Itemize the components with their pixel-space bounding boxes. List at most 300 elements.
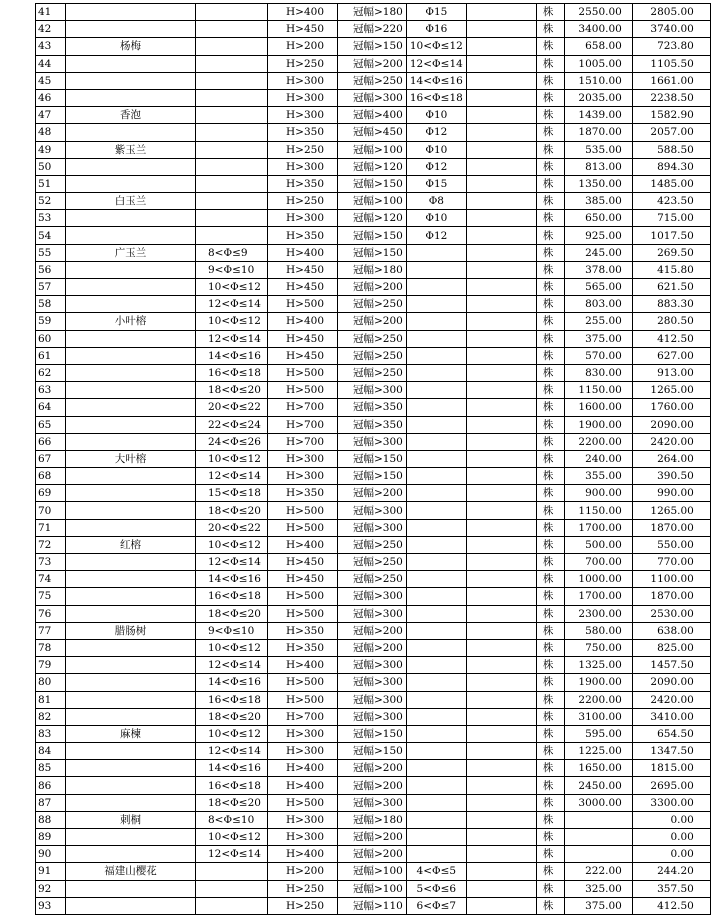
- row-number-cell: 46: [36, 89, 66, 106]
- plant-name-cell: [66, 777, 196, 794]
- crown-spec-cell: 冠幅>200: [338, 485, 407, 502]
- price-total-cell: 825.00: [632, 639, 710, 656]
- row-number-cell: 86: [36, 777, 66, 794]
- price-base-cell: 1650.00: [564, 760, 632, 777]
- price-base-cell: 3400.00: [564, 21, 632, 38]
- height-spec-cell: H>350: [268, 639, 338, 656]
- unit-cell: 株: [536, 382, 564, 399]
- height-spec-cell: H>200: [268, 38, 338, 55]
- table-row: [36, 519, 711, 536]
- row-number-cell: 42: [36, 21, 66, 38]
- unit-cell: 株: [536, 691, 564, 708]
- trunk-diameter-cell: [196, 107, 268, 124]
- height-spec-cell: H>500: [268, 674, 338, 691]
- spec-extra-cell: [406, 674, 466, 691]
- spec-extra-cell: 12<Φ≤14: [406, 55, 466, 72]
- row-number-cell: 54: [36, 227, 66, 244]
- row-number-cell: 74: [36, 571, 66, 588]
- unit-cell: 株: [536, 743, 564, 760]
- height-spec-cell: H>250: [268, 193, 338, 210]
- unit-cell: 株: [536, 4, 564, 21]
- spec-extra-cell: Φ10: [406, 210, 466, 227]
- table-row: [36, 571, 711, 588]
- spec-extra-cell: [406, 588, 466, 605]
- price-base-cell: 1150.00: [564, 382, 632, 399]
- plant-name-cell: [66, 399, 196, 416]
- spec-extra-cell: [406, 519, 466, 536]
- spec-extra-cell: [406, 829, 466, 846]
- height-spec-cell: H>450: [268, 261, 338, 278]
- unit-cell: 株: [536, 193, 564, 210]
- trunk-diameter-cell: 10<Φ≤12: [196, 313, 268, 330]
- plant-name-cell: [66, 21, 196, 38]
- trunk-diameter-cell: 16<Φ≤18: [196, 364, 268, 381]
- height-spec-cell: H>450: [268, 279, 338, 296]
- price-total-cell: 3740.00: [632, 21, 710, 38]
- plant-name-cell: 广玉兰: [66, 244, 196, 261]
- unit-cell: 株: [536, 261, 564, 278]
- plant-name-cell: [66, 4, 196, 21]
- table-row: [36, 347, 711, 364]
- price-base-cell: 375.00: [564, 330, 632, 347]
- table-row: [36, 4, 711, 21]
- unit-cell: 株: [536, 725, 564, 742]
- trunk-diameter-cell: 12<Φ≤14: [196, 657, 268, 674]
- blank-cell-cell: [466, 399, 536, 416]
- trunk-diameter-cell: [196, 38, 268, 55]
- spec-extra-cell: [406, 450, 466, 467]
- unit-cell: 株: [536, 468, 564, 485]
- price-total-cell: 269.50: [632, 244, 710, 261]
- height-spec-cell: H>400: [268, 657, 338, 674]
- price-base-cell: 925.00: [564, 227, 632, 244]
- blank-cell-cell: [466, 38, 536, 55]
- price-total-cell: 621.50: [632, 279, 710, 296]
- crown-spec-cell: 冠幅>150: [338, 450, 407, 467]
- price-base-cell: 2300.00: [564, 605, 632, 622]
- blank-cell-cell: [466, 313, 536, 330]
- height-spec-cell: H>250: [268, 880, 338, 897]
- crown-spec-cell: 冠幅>150: [338, 38, 407, 55]
- blank-cell-cell: [466, 330, 536, 347]
- spec-extra-cell: [406, 244, 466, 261]
- price-total-cell: 1661.00: [632, 72, 710, 89]
- spec-extra-cell: [406, 279, 466, 296]
- price-total-cell: 264.00: [632, 450, 710, 467]
- height-spec-cell: H>300: [268, 725, 338, 742]
- blank-cell-cell: [466, 622, 536, 639]
- trunk-diameter-cell: [196, 210, 268, 227]
- table-row: [36, 55, 711, 72]
- price-base-cell: 378.00: [564, 261, 632, 278]
- table-row: [36, 725, 711, 742]
- unit-cell: 株: [536, 141, 564, 158]
- spec-extra-cell: 10<Φ≤12: [406, 38, 466, 55]
- trunk-diameter-cell: 18<Φ≤20: [196, 605, 268, 622]
- price-total-cell: 715.00: [632, 210, 710, 227]
- price-total-cell: 357.50: [632, 880, 710, 897]
- trunk-diameter-cell: 12<Φ≤14: [196, 554, 268, 571]
- height-spec-cell: H>300: [268, 829, 338, 846]
- crown-spec-cell: 冠幅>250: [338, 364, 407, 381]
- plant-name-cell: [66, 554, 196, 571]
- price-base-cell: 803.00: [564, 296, 632, 313]
- blank-cell-cell: [466, 897, 536, 914]
- spec-extra-cell: [406, 725, 466, 742]
- row-number-cell: 76: [36, 605, 66, 622]
- price-base-cell: 535.00: [564, 141, 632, 158]
- blank-cell-cell: [466, 880, 536, 897]
- table-row: [36, 863, 711, 880]
- crown-spec-cell: 冠幅>120: [338, 210, 407, 227]
- price-total-cell: 588.50: [632, 141, 710, 158]
- row-number-cell: 90: [36, 846, 66, 863]
- height-spec-cell: H>250: [268, 55, 338, 72]
- height-spec-cell: H>450: [268, 347, 338, 364]
- plant-name-cell: [66, 55, 196, 72]
- crown-spec-cell: 冠幅>100: [338, 880, 407, 897]
- price-base-cell: 1225.00: [564, 743, 632, 760]
- height-spec-cell: H>300: [268, 450, 338, 467]
- trunk-diameter-cell: 18<Φ≤20: [196, 382, 268, 399]
- height-spec-cell: H>250: [268, 897, 338, 914]
- spec-extra-cell: [406, 536, 466, 553]
- price-base-cell: 813.00: [564, 158, 632, 175]
- table-row: [36, 382, 711, 399]
- unit-cell: 株: [536, 107, 564, 124]
- price-base-cell: 750.00: [564, 639, 632, 656]
- price-base-cell: [564, 811, 632, 828]
- height-spec-cell: H>500: [268, 296, 338, 313]
- unit-cell: 株: [536, 571, 564, 588]
- table-row: [36, 468, 711, 485]
- spec-extra-cell: [406, 777, 466, 794]
- price-total-cell: 1582.90: [632, 107, 710, 124]
- plant-name-cell: [66, 571, 196, 588]
- plant-name-cell: [66, 210, 196, 227]
- table-row: [36, 450, 711, 467]
- plant-name-cell: [66, 760, 196, 777]
- table-row: [36, 846, 711, 863]
- table-row: [36, 880, 711, 897]
- table-row: [36, 657, 711, 674]
- plant-name-cell: [66, 347, 196, 364]
- unit-cell: 株: [536, 175, 564, 192]
- table-row: [36, 416, 711, 433]
- table-row: [36, 536, 711, 553]
- price-total-cell: 244.20: [632, 863, 710, 880]
- plant-name-cell: [66, 382, 196, 399]
- price-total-cell: 638.00: [632, 622, 710, 639]
- unit-cell: 株: [536, 227, 564, 244]
- unit-cell: 株: [536, 622, 564, 639]
- height-spec-cell: H>400: [268, 4, 338, 21]
- height-spec-cell: H>400: [268, 313, 338, 330]
- trunk-diameter-cell: 16<Φ≤18: [196, 777, 268, 794]
- unit-cell: 株: [536, 313, 564, 330]
- plant-name-cell: [66, 416, 196, 433]
- table-row: [36, 829, 711, 846]
- price-total-cell: 0.00: [632, 811, 710, 828]
- price-base-cell: 325.00: [564, 880, 632, 897]
- spec-extra-cell: Φ8: [406, 193, 466, 210]
- blank-cell-cell: [466, 519, 536, 536]
- price-base-cell: 3100.00: [564, 708, 632, 725]
- price-table: [35, 3, 711, 915]
- unit-cell: 株: [536, 55, 564, 72]
- blank-cell-cell: [466, 141, 536, 158]
- price-total-cell: 1265.00: [632, 502, 710, 519]
- unit-cell: 株: [536, 811, 564, 828]
- trunk-diameter-cell: 14<Φ≤16: [196, 347, 268, 364]
- price-base-cell: 1439.00: [564, 107, 632, 124]
- plant-name-cell: [66, 674, 196, 691]
- plant-name-cell: [66, 175, 196, 192]
- trunk-diameter-cell: [196, 55, 268, 72]
- blank-cell-cell: [466, 639, 536, 656]
- trunk-diameter-cell: 10<Φ≤12: [196, 829, 268, 846]
- row-number-cell: 58: [36, 296, 66, 313]
- price-base-cell: 570.00: [564, 347, 632, 364]
- price-base-cell: 580.00: [564, 622, 632, 639]
- spec-extra-cell: [406, 571, 466, 588]
- crown-spec-cell: 冠幅>150: [338, 725, 407, 742]
- trunk-diameter-cell: 20<Φ≤22: [196, 399, 268, 416]
- table-row: [36, 811, 711, 828]
- blank-cell-cell: [466, 296, 536, 313]
- trunk-diameter-cell: 14<Φ≤16: [196, 760, 268, 777]
- spec-extra-cell: [406, 502, 466, 519]
- trunk-diameter-cell: [196, 158, 268, 175]
- unit-cell: 株: [536, 863, 564, 880]
- price-base-cell: 2550.00: [564, 4, 632, 21]
- table-row: [36, 743, 711, 760]
- trunk-diameter-cell: [196, 21, 268, 38]
- price-total-cell: 654.50: [632, 725, 710, 742]
- row-number-cell: 48: [36, 124, 66, 141]
- plant-name-cell: [66, 502, 196, 519]
- price-base-cell: 900.00: [564, 485, 632, 502]
- height-spec-cell: H>350: [268, 622, 338, 639]
- height-spec-cell: H>350: [268, 124, 338, 141]
- unit-cell: 株: [536, 347, 564, 364]
- price-base-cell: 1350.00: [564, 175, 632, 192]
- height-spec-cell: H>450: [268, 554, 338, 571]
- height-spec-cell: H>300: [268, 107, 338, 124]
- trunk-diameter-cell: 18<Φ≤20: [196, 794, 268, 811]
- row-number-cell: 83: [36, 725, 66, 742]
- crown-spec-cell: 冠幅>250: [338, 347, 407, 364]
- plant-name-cell: [66, 794, 196, 811]
- crown-spec-cell: 冠幅>450: [338, 124, 407, 141]
- blank-cell-cell: [466, 107, 536, 124]
- blank-cell-cell: [466, 863, 536, 880]
- row-number-cell: 41: [36, 4, 66, 21]
- trunk-diameter-cell: 10<Φ≤12: [196, 639, 268, 656]
- spec-extra-cell: [406, 485, 466, 502]
- spec-extra-cell: [406, 330, 466, 347]
- blank-cell-cell: [466, 55, 536, 72]
- table-row: [36, 330, 711, 347]
- trunk-diameter-cell: 12<Φ≤14: [196, 743, 268, 760]
- row-number-cell: 56: [36, 261, 66, 278]
- height-spec-cell: H>250: [268, 141, 338, 158]
- plant-name-cell: [66, 588, 196, 605]
- table-row: [36, 485, 711, 502]
- price-base-cell: 500.00: [564, 536, 632, 553]
- height-spec-cell: H>350: [268, 227, 338, 244]
- plant-name-cell: [66, 364, 196, 381]
- plant-name-cell: [66, 330, 196, 347]
- trunk-diameter-cell: [196, 175, 268, 192]
- row-number-cell: 62: [36, 364, 66, 381]
- price-total-cell: 2805.00: [632, 4, 710, 21]
- spec-extra-cell: [406, 708, 466, 725]
- unit-cell: 株: [536, 777, 564, 794]
- row-number-cell: 55: [36, 244, 66, 261]
- price-total-cell: 2238.50: [632, 89, 710, 106]
- table-row: [36, 175, 711, 192]
- height-spec-cell: H>500: [268, 691, 338, 708]
- trunk-diameter-cell: 14<Φ≤16: [196, 674, 268, 691]
- crown-spec-cell: 冠幅>300: [338, 588, 407, 605]
- unit-cell: 株: [536, 554, 564, 571]
- price-total-cell: 550.00: [632, 536, 710, 553]
- row-number-cell: 67: [36, 450, 66, 467]
- spec-extra-cell: 14<Φ≤16: [406, 72, 466, 89]
- crown-spec-cell: 冠幅>100: [338, 863, 407, 880]
- plant-name-cell: 小叶榕: [66, 313, 196, 330]
- price-base-cell: 1150.00: [564, 502, 632, 519]
- height-spec-cell: H>300: [268, 89, 338, 106]
- spec-extra-cell: [406, 554, 466, 571]
- row-number-cell: 57: [36, 279, 66, 296]
- price-base-cell: 2200.00: [564, 433, 632, 450]
- plant-name-cell: [66, 72, 196, 89]
- blank-cell-cell: [466, 227, 536, 244]
- crown-spec-cell: 冠幅>250: [338, 571, 407, 588]
- plant-name-cell: 杨梅: [66, 38, 196, 55]
- unit-cell: 株: [536, 210, 564, 227]
- unit-cell: 株: [536, 674, 564, 691]
- spec-extra-cell: [406, 382, 466, 399]
- crown-spec-cell: 冠幅>180: [338, 261, 407, 278]
- row-number-cell: 49: [36, 141, 66, 158]
- blank-cell-cell: [466, 21, 536, 38]
- row-number-cell: 81: [36, 691, 66, 708]
- table-row: [36, 777, 711, 794]
- blank-cell-cell: [466, 72, 536, 89]
- trunk-diameter-cell: 24<Φ≤26: [196, 433, 268, 450]
- plant-name-cell: [66, 639, 196, 656]
- crown-spec-cell: 冠幅>400: [338, 107, 407, 124]
- blank-cell-cell: [466, 158, 536, 175]
- crown-spec-cell: 冠幅>150: [338, 468, 407, 485]
- height-spec-cell: H>500: [268, 794, 338, 811]
- blank-cell-cell: [466, 743, 536, 760]
- trunk-diameter-cell: [196, 880, 268, 897]
- crown-spec-cell: 冠幅>300: [338, 382, 407, 399]
- price-base-cell: 355.00: [564, 468, 632, 485]
- height-spec-cell: H>400: [268, 244, 338, 261]
- price-base-cell: 222.00: [564, 863, 632, 880]
- blank-cell-cell: [466, 708, 536, 725]
- plant-name-cell: [66, 897, 196, 914]
- price-base-cell: 565.00: [564, 279, 632, 296]
- height-spec-cell: H>300: [268, 811, 338, 828]
- unit-cell: 株: [536, 450, 564, 467]
- price-base-cell: 650.00: [564, 210, 632, 227]
- table-row: [36, 691, 711, 708]
- row-number-cell: 77: [36, 622, 66, 639]
- spec-extra-cell: [406, 433, 466, 450]
- row-number-cell: 47: [36, 107, 66, 124]
- price-total-cell: 2420.00: [632, 691, 710, 708]
- trunk-diameter-cell: 22<Φ≤24: [196, 416, 268, 433]
- trunk-diameter-cell: 10<Φ≤12: [196, 450, 268, 467]
- table-row: [36, 313, 711, 330]
- price-total-cell: 1870.00: [632, 519, 710, 536]
- table-row: [36, 193, 711, 210]
- crown-spec-cell: 冠幅>300: [338, 657, 407, 674]
- trunk-diameter-cell: 8<Φ≤10: [196, 811, 268, 828]
- trunk-diameter-cell: 12<Φ≤14: [196, 296, 268, 313]
- height-spec-cell: H>450: [268, 21, 338, 38]
- plant-name-cell: [66, 657, 196, 674]
- plant-name-cell: 福建山樱花: [66, 863, 196, 880]
- price-base-cell: 2200.00: [564, 691, 632, 708]
- row-number-cell: 71: [36, 519, 66, 536]
- unit-cell: 株: [536, 399, 564, 416]
- table-row: [36, 674, 711, 691]
- trunk-diameter-cell: [196, 897, 268, 914]
- trunk-diameter-cell: 18<Φ≤20: [196, 708, 268, 725]
- trunk-diameter-cell: 16<Φ≤18: [196, 691, 268, 708]
- price-base-cell: 1900.00: [564, 416, 632, 433]
- price-total-cell: 2420.00: [632, 433, 710, 450]
- price-base-cell: 1900.00: [564, 674, 632, 691]
- blank-cell-cell: [466, 588, 536, 605]
- spec-extra-cell: Φ12: [406, 158, 466, 175]
- height-spec-cell: H>500: [268, 364, 338, 381]
- table-row: [36, 708, 711, 725]
- plant-name-cell: 大叶榕: [66, 450, 196, 467]
- crown-spec-cell: 冠幅>100: [338, 141, 407, 158]
- price-base-cell: 1600.00: [564, 399, 632, 416]
- blank-cell-cell: [466, 571, 536, 588]
- price-total-cell: 990.00: [632, 485, 710, 502]
- plant-name-cell: 红榕: [66, 536, 196, 553]
- price-total-cell: 412.50: [632, 897, 710, 914]
- plant-name-cell: [66, 485, 196, 502]
- crown-spec-cell: 冠幅>300: [338, 708, 407, 725]
- price-total-cell: 627.00: [632, 347, 710, 364]
- crown-spec-cell: 冠幅>300: [338, 691, 407, 708]
- height-spec-cell: H>350: [268, 485, 338, 502]
- unit-cell: 株: [536, 296, 564, 313]
- height-spec-cell: H>700: [268, 433, 338, 450]
- height-spec-cell: H>300: [268, 72, 338, 89]
- price-base-cell: 2450.00: [564, 777, 632, 794]
- unit-cell: 株: [536, 433, 564, 450]
- trunk-diameter-cell: 12<Φ≤14: [196, 468, 268, 485]
- trunk-diameter-cell: 18<Φ≤20: [196, 502, 268, 519]
- price-total-cell: 412.50: [632, 330, 710, 347]
- spec-extra-cell: Φ10: [406, 141, 466, 158]
- trunk-diameter-cell: 10<Φ≤12: [196, 536, 268, 553]
- blank-cell-cell: [466, 829, 536, 846]
- spec-extra-cell: 5<Φ≤6: [406, 880, 466, 897]
